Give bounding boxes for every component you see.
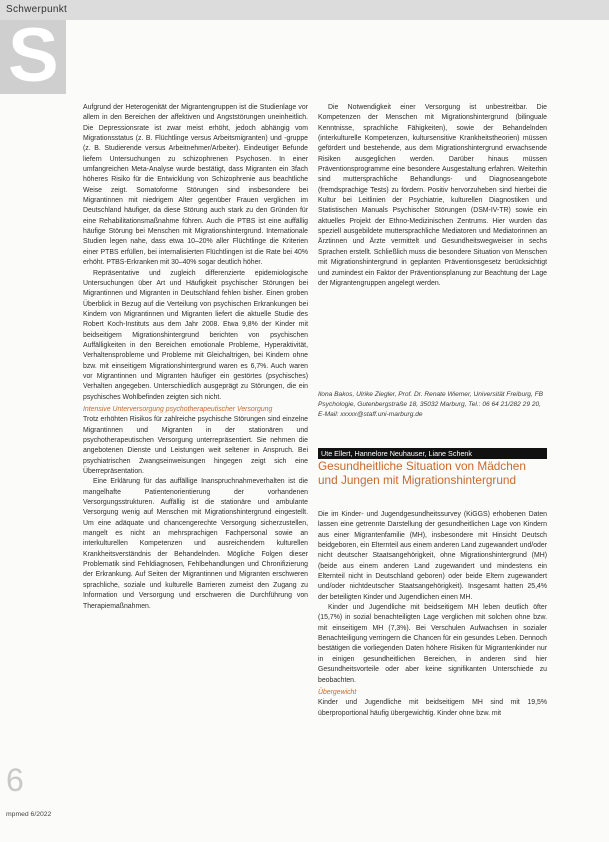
section-label: Schwerpunkt — [6, 4, 68, 15]
paragraph: Aufgrund der Heterogenität der Migrantengruppen ist die Studienlage vor allem in den Bereichen der affektiven und Angststörungen uneinheitlich. Die Depressionsrate ist zwar meist erhöht, jedoch abhängig vom Migrationsstatus (z. B. Flüchtlinge versus Arbeitsmigranten) und -gruppe (z. B. Studierende versus Arbeitnehmer/Arbeiter). Eindeutiger Befunde liefern Untersuchungen zu schizophrenen Psychosen. In einer umfangreichen Meta-Analyse wurde bestätigt, dass Migranten ein 3fach höheres Risiko für die Entwicklung von Schizophrenie aus beachtliche Weise zeigt. Somatoforme Störungen sind insbesondere bei Migrantinnen mit niedrigem Alter gegenüber Frauen verglichen im Deutschland häufiger, da diese Störung auch stark zu den Gründen für eine Rehabilitationsmaßnahme führen. Auch die PTBS ist eine auffällig häufige Störung bei Menschen mit Migrationshintergrund. Internationale Studien legen nahe, dass etwa 10–20% aller Flüchtlinge die Kriterien einer PTBS erfüllen, bei internalisierten Flüchtlingen ist die Rate bei 40% erhöht. PTBS-Erkranken mit 30–40% sogar deutlich höher. — [83, 104, 308, 267]
author-address: Ilona Bakos, Ulrike Ziegler, Prof. Dr. Renate Wiemer, Universität Freiburg, FB Psychologie, Gutenbergstraße 18, 35032 Marburg, Tel.: 06 64 21/282 29 20, E-Mail: xxxxx@staff.uni-marburg.de — [318, 391, 544, 418]
paragraph: Kinder und Jugendliche mit beidseitigem MH leben deutlich öfter (15,7%) in sozial benachteiligten Lage verglichen mit solchen ohne bzw. mit einseitigem MH (7,3%). Bei Verschulen Aufwachsen in sozialer Benachteiligung verringern die Chancen für ein gesundes Leben. Dennoch bestätigen die vorliegenden Daten höhere Risiken für Migrantenkinder nur in einigen gesundheitlichen Bereichen, in anderen sind hier Gesundheitsvorteile oder aber keine signifikanten Unterschiede zu beobachten. — [318, 604, 547, 684]
subheading: Intensive Unterversorgung psychotherapeutischer Versorgung — [83, 405, 273, 413]
section-initial-letter: S — [8, 13, 59, 98]
header-band — [0, 0, 609, 20]
article-authors: Ute Ellert, Hannelore Neuhauser, Liane Schenk — [321, 449, 473, 458]
paragraph: Eine Erklärung für das auffällige Inanspruchnahmeverhalten ist die mangelhafte Patientenorientierung der vorhandenen Versorgungsstrukturen. Auffällig ist die stationäre und ambulante Versorgung wenig auf Menschen mit Migrationshintergrund eingestellt. Um eine adäquate und chancengerechte Versorgung sicherzustellen, mangelt es nicht an mehrsprachigen Fachpersonal sowie an interkulturellen Kompetenzen und ausreichendem kulturellen Krankheitsverständnis der Behandelnden. Mögliche Folgen dieser Problematik sind Fehldiagnosen, Fehlbehandlungen und Chronifizierung der Erkrankung. Auf Seiten der Migrantinnen und Migranten erschweren sprachliche, soziale und kulturelle Barrieren zumeist den Zugang zu Information und Versorgung und erschweren die Durchführung von Therapiemaßnahmen. — [83, 478, 308, 610]
right-column-top — [318, 103, 547, 289]
subheading: Übergewicht — [318, 688, 357, 696]
paragraph: Kinder und Jugendliche mit beidseitigem MH sind mit 19,5% überproportional häufig übergewichtig. Kinder ohne bzw. mit — [318, 699, 547, 717]
authors-bar — [318, 448, 547, 459]
paragraph: Repräsentative und zugleich differenzierte epidemiologische Untersuchungen über Art und Häufigkeit psychischer Störungen bei Migrantinnen und Migranten in Deutschland fehlen bisher. Einen groben Überblick in Bezug auf die Verteilung von psychischen Erkrankungen bei Kindern von Migrantinnen und Migranten liefert die aktuelle Studie des Robert Koch-Instituts aus dem Jahr 2008. Etwa 9,8% der Kinder mit beidseitigem Migrationshintergrund berichten von psychischen Auffälligkeiten in den Bereichen emotionale Probleme, Hyperaktivität, Verhaltensprobleme und Probleme mit Gleichaltrigen, bei Kindern ohne bzw. mit einseitigem Migrationshintergrund waren es 6,7%. Auch waren vor Migrantinnen und Migranten häufiger ein gestörtes (psychisches) Verhalten angegeben. Unterschiedlich ausgeprägt zu Störungen, die ein psychisches Wohlbefinden zeigten sich nicht. — [83, 269, 308, 401]
left-column — [83, 103, 308, 612]
paragraph: Trotz erhöhten Risikos für zahlreiche psychische Störungen sind einzelne Migrantinnen und Migranten in der stationären und psychotherapeutischen Versorgung unterrepräsentiert. Sie nehmen die angebotenen Dienste und Leistungen weit seltener in Anspruch. Bei psychiatrischen Zwangseinweisungen hingegen zeigt sich eine Überrepräsentation. — [83, 416, 308, 476]
paragraph: Die im Kinder- und Jugendgesundheitssurvey (KiGGS) erhobenen Daten lassen eine getrennte Darstellung der gesundheitlichen Lage von Kindern aus einer Migrantenfamilie (MH), insbesondere mit Hinsicht Deutsch beidgeboren, ein Elternteil aus einem anderen Land zugewandert und/oder nicht deutscher Staatsangehörigkeit, ohne Migrationshintergrund (MH) (beide aus einem anderen Land zugewandert und mindestens ein Elternteil nicht in Deutschland geboren) oder beide Eltern zugewandert und/oder nichtdeutscher Staatsangehörigkeit). Insgesamt hatten 25,4% der beteiligten Kinder und Jugendlichen einen MH. — [318, 511, 547, 601]
footer-text: mpmed 6/2022 — [6, 811, 52, 818]
right-column-bottom — [318, 510, 547, 719]
page-number: 6 — [6, 762, 24, 798]
section-initial-block — [0, 13, 66, 98]
article-title: Gesundheitliche Situation von Mädchen und Jungen mit Migrationshintergrund — [318, 459, 526, 488]
paragraph: Die Notwendigkeit einer Versorgung ist unbestreitbar. Die Kompetenzen der Menschen mit Migrationshintergrund (bilinguale Kenntnisse, sprachliche Fähigkeiten), sowie der Behandelnden (interkulturelle Kompetenzen, kultursensitive Krankheitstheorien) müssen gefördert und bestehende, aus dem Migrationshintergrund erwachsende Risiken ausgeglichen werden. Darüber hinaus müssen Präventionsprogramme eine besondere Ausgestaltung erfahren. Weiterhin sind muttersprachliche Behandlungs- und Diagnoseangebote (fremdsprachige Tests) zu fördern. Positiv hervorzuheben sind hierbei die Kultur bei Leitlinien der Psychiatrie, kulturellen Diagnostiken und Statistischen Manuals Psychischer Störungen (DSM-IV-TR) sowie ein aktuelles Projekt der Ethno-Medizinischen Zentrums. Hier wurden das speziell ausgebildete muttersprachliche Mediatoren und Mediatorinnen an Ärztinnen und Ärzte vermittelt und Gesundheitswegweiser in sechs Sprachen erstellt. Schließlich muss die besondere Situation von Menschen mit Migrationshintergrund in geplanten Präventionsgesetz berücksichtigt und zumindest ein Faktor der Präventionsplanung zur Beachtung der Lage der Migrantengruppen angelegt werden. — [318, 104, 547, 287]
